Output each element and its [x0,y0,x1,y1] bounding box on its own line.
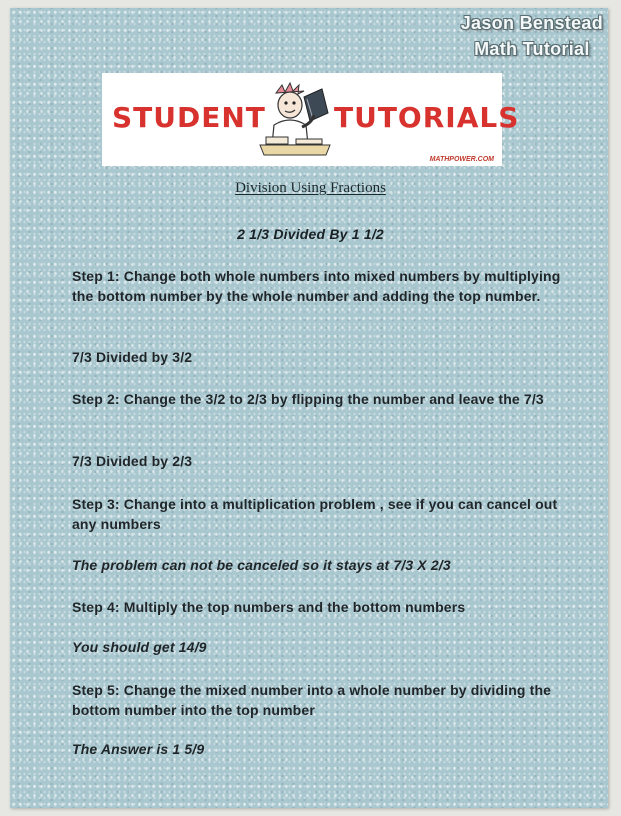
step-1: Step 1: Change both whole numbers into mixed numbers by multiplying the bottom number by the whole number and adding the top number. [72,268,561,304]
step-3-note: The problem can not be canceled so it stays at 7/3 X 2/3 [72,557,451,573]
banner-word-tutorials: TUTORIALS [334,101,520,134]
author-name: Jason Benstead [460,13,603,33]
tutorial-subtitle: Math Tutorial [474,39,590,59]
step-4: Step 4: Multiply the top numbers and the bottom numbers [72,599,466,615]
step-5: Step 5: Change the mixed number into a whole number by dividing the bottom number into the top number [72,682,552,718]
step-4-result: You should get 14/9 [72,639,207,655]
step-2: Step 2: Change the 3/2 to 2/3 by flipping the number and leave the 7/3 [72,391,544,407]
student-reading-mascot-icon [252,79,336,163]
step-2-result: 7/3 Divided by 2/3 [72,453,193,469]
student-tutorials-banner [102,73,520,166]
step-3: Step 3: Change into a multiplication problem , see if you can cancel out any numbers [72,496,558,532]
author-header [461,10,603,62]
final-answer: The Answer is 1 5/9 [72,741,205,757]
problem-statement: 2 1/3 Divided By 1 1/2 [237,226,384,242]
banner-word-student: STUDENT [112,101,266,134]
banner-site-url: MATHPOWER.COM [429,156,494,163]
document-title: Division Using Fractions [235,180,386,196]
step-1-result: 7/3 Divided by 3/2 [72,349,193,365]
